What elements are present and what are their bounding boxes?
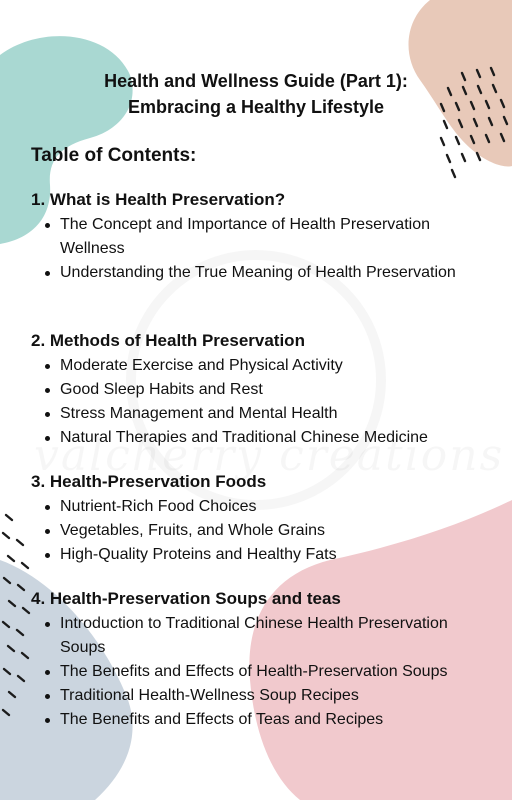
list-item: High-Quality Proteins and Healthy Fats: [40, 543, 480, 567]
list-item: Natural Therapies and Traditional Chinese Medicine: [40, 426, 480, 450]
list-item: Vegetables, Fruits, and Whole Grains: [40, 519, 480, 543]
list-item: Moderate Exercise and Physical Activity: [40, 354, 480, 378]
section-title-4: 4. Health-Preservation Soups and teas: [31, 589, 341, 608]
list-item: The Benefits and Effects of Teas and Recipes: [40, 708, 480, 732]
toc-heading: Table of Contents:: [31, 145, 197, 166]
section-1-list: [40, 213, 480, 285]
list-item: The Concept and Importance of Health Preservation Wellness: [40, 213, 480, 261]
document-title-line-2: Embracing a Healthy Lifestyle: [127, 97, 385, 117]
document-title-line-1: Health and Wellness Guide (Part 1):: [104, 71, 408, 91]
list-item: Stress Management and Mental Health: [40, 402, 480, 426]
list-item: Traditional Health-Wellness Soup Recipes: [40, 684, 480, 708]
section-title-2: 2. Methods of Health Preservation: [31, 331, 305, 350]
section-3-list: [40, 495, 480, 567]
section-4-list: [40, 612, 480, 732]
list-item: The Benefits and Effects of Health-Preservation Soups: [40, 660, 480, 684]
list-item: Understanding the True Meaning of Health Preservation: [40, 261, 480, 285]
section-title-1: 1. What is Health Preservation?: [31, 190, 286, 209]
list-item: Good Sleep Habits and Rest: [40, 378, 480, 402]
list-item: Nutrient-Rich Food Choices: [40, 495, 480, 519]
section-title-3: 3. Health-Preservation Foods: [31, 472, 267, 491]
section-2-list: [40, 354, 480, 450]
list-item: Introduction to Traditional Chinese Health Preservation Soups: [40, 612, 480, 660]
